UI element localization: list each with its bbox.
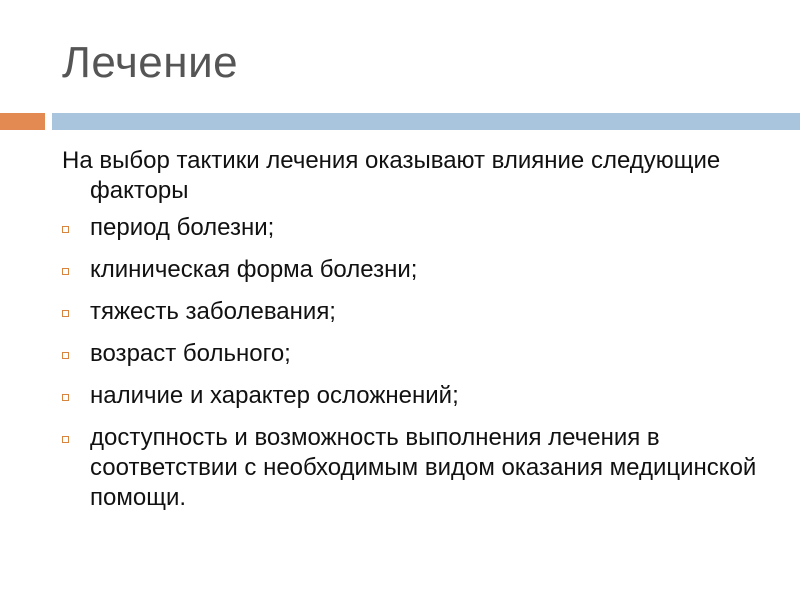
list-item-text: клиническая форма болезни; xyxy=(90,256,418,283)
hollow-square-bullet-icon xyxy=(62,226,69,233)
list-item xyxy=(62,255,782,285)
hollow-square-bullet-icon xyxy=(62,394,69,401)
list-item xyxy=(62,423,782,513)
hollow-square-bullet-icon xyxy=(62,268,69,275)
list-item-text: тяжесть заболевания; xyxy=(90,298,336,325)
hollow-square-bullet-icon xyxy=(62,436,69,443)
list-item-text: наличие и характер осложнений; xyxy=(90,382,459,409)
hollow-square-bullet-icon xyxy=(62,310,69,317)
list-item-text: возраст больного; xyxy=(90,340,291,367)
list-item xyxy=(62,213,782,243)
list-item xyxy=(62,381,782,411)
list-item-text: доступность и возможность выполнения лечения в соответствии с необходимым видом оказания медицинской помощи. xyxy=(90,424,757,511)
intro-text: На выбор тактики лечения оказывают влияние следующие факторы xyxy=(62,147,721,204)
title-underline-bar xyxy=(52,113,800,130)
title-accent-bar xyxy=(0,113,45,130)
hollow-square-bullet-icon xyxy=(62,352,69,359)
list-item xyxy=(62,297,782,327)
bullet-list xyxy=(62,213,782,513)
list-item xyxy=(62,339,782,369)
list-item-text: период болезни; xyxy=(90,214,275,241)
slide-title: Лечение xyxy=(62,38,239,87)
slide-content xyxy=(62,146,782,525)
